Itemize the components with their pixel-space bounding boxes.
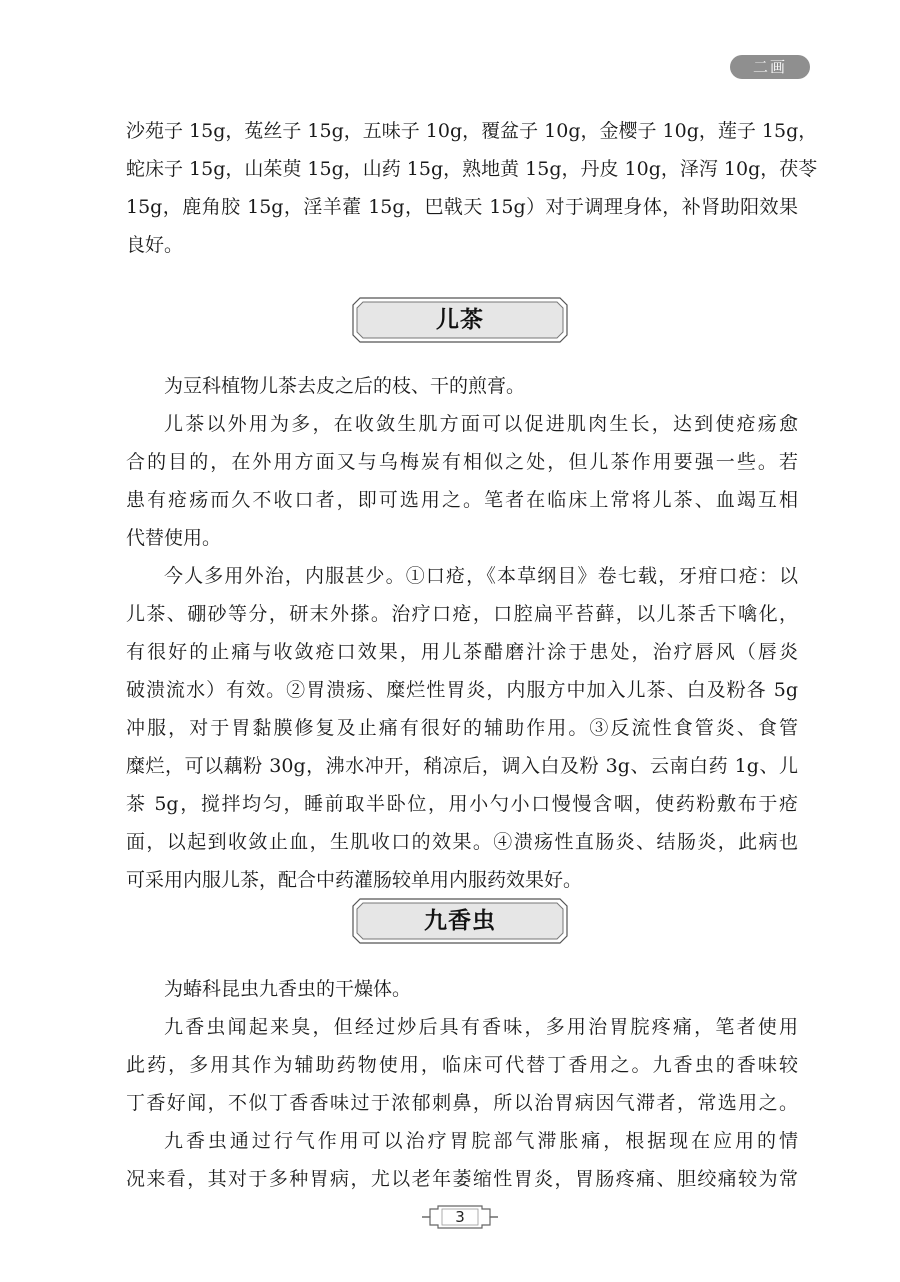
text-line: 冲服，对于胃黏膜修复及止痛有很好的辅助作用。③反流性食管炎、食管 [126, 717, 798, 739]
text-line: 今人多用外治，内服甚少。①口疮，《本草纲目》卷七载，牙疳口疮：以 [164, 565, 798, 587]
text-line: 为蝽科昆虫九香虫的干燥体。 [164, 978, 412, 1000]
text-line: 蛇床子 15g，山茱萸 15g，山药 15g，熟地黄 15g，丹皮 10g，泽泻 10g，茯苓 [126, 158, 818, 180]
section-heading-ercha [352, 297, 568, 343]
text-line: 儿茶、硼砂等分，研末外搽。治疗口疮，口腔扁平苔藓，以儿茶舌下噙化， [126, 603, 798, 625]
text-line: 九香虫闻起来臭，但经过炒后具有香味，多用治胃脘疼痛，笔者使用 [164, 1016, 798, 1038]
text-line: 儿茶以外用为多，在收敛生肌方面可以促进肌肉生长，达到使疮疡愈 [164, 413, 798, 435]
chapter-tab: 二画 [730, 55, 810, 79]
text-line: 面，以起到收敛止血，生肌收口的效果。④溃疡性直肠炎、结肠炎，此病也 [126, 831, 798, 853]
text-line: 沙苑子 15g，菟丝子 15g，五味子 10g，覆盆子 10g，金樱子 10g，莲子 15g， [126, 120, 818, 142]
text-line: 此药，多用其作为辅助药物使用，临床可代替丁香用之。九香虫的香味较 [126, 1054, 798, 1076]
section-body-jiuxiangchong [126, 970, 798, 1198]
text-line: 有很好的止痛与收敛疮口效果，用儿茶醋磨汁涂于患处，治疗唇风（唇炎 [126, 641, 798, 663]
text-line: 良好。 [126, 234, 184, 256]
text-line: 茶 5g，搅拌均匀，睡前取半卧位，用小勺小口慢慢含咽，使药粉敷布于疮 [126, 793, 798, 815]
intro-paragraph [126, 112, 818, 264]
text-line: 可采用内服儿茶，配合中药灌肠较单用内服药效果好。 [126, 869, 583, 891]
section-heading-jiuxiangchong [352, 898, 568, 944]
text-line: 患有疮疡而久不收口者，即可选用之。笔者在临床上常将儿茶、血竭互相 [126, 489, 798, 511]
text-line: 破溃流水）有效。②胃溃疡、糜烂性胃炎，内服方中加入儿茶、白及粉各 5g [126, 679, 798, 701]
text-line: 九香虫通过行气作用可以治疗胃脘部气滞胀痛，根据现在应用的情 [164, 1130, 798, 1152]
text-line: 糜烂，可以藕粉 30g，沸水冲开，稍凉后，调入白及粉 3g、云南白药 1g、儿 [126, 755, 798, 777]
text-line: 为豆科植物儿茶去皮之后的枝、干的煎膏。 [164, 375, 526, 397]
page-number: 3 [455, 1208, 465, 1226]
text-line: 15g，鹿角胶 15g，淫羊藿 15g，巴戟天 15g）对于调理身体，补肾助阳效果 [126, 196, 798, 218]
section-title: 儿茶 [436, 307, 484, 333]
section-body-ercha [126, 367, 798, 899]
text-line: 丁香好闻，不似丁香香味过于浓郁刺鼻，所以治胃病因气滞者，常选用之。 [126, 1092, 798, 1114]
text-line: 况来看，其对于多种胃病，尤以老年萎缩性胃炎，胃肠疼痛、胆绞痛较为常 [126, 1168, 798, 1190]
text-line: 合的目的，在外用方面又与乌梅炭有相似之处，但儿茶作用要强一些。若 [126, 451, 798, 473]
text-line: 代替使用。 [126, 527, 222, 549]
section-title: 九香虫 [424, 908, 496, 934]
page-footer [420, 1203, 500, 1231]
